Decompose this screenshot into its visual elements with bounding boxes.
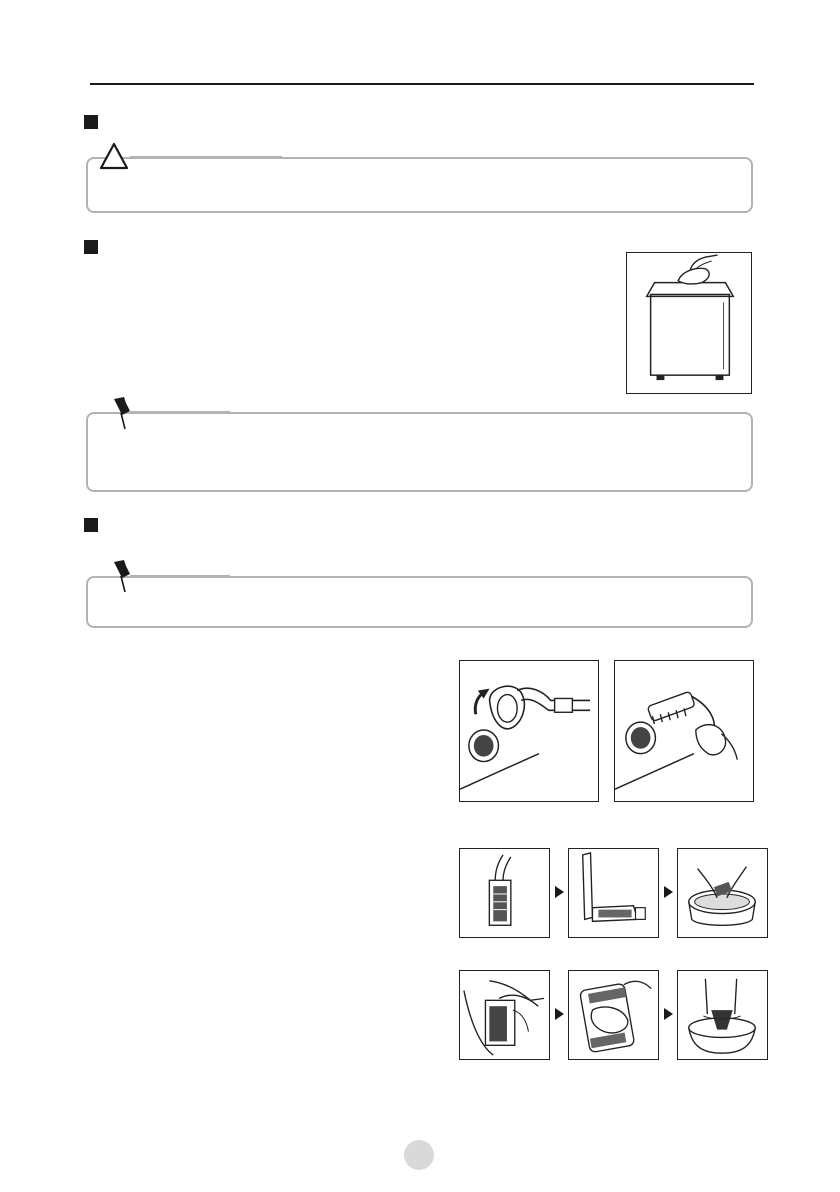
filter-bag-washing-illustration: [677, 970, 768, 1060]
step-arrow-icon: [555, 1008, 564, 1020]
warning-panel: [86, 157, 753, 213]
lint-filter-removal-illustration: [459, 848, 550, 938]
pushpin-icon: [108, 395, 134, 431]
lint-filter-opened-illustration: [568, 848, 659, 938]
section-bullet-3: [84, 518, 98, 532]
section-bullet-1: [84, 115, 98, 129]
step-arrow-icon: [664, 1008, 673, 1020]
page-number-badge: [404, 1140, 434, 1170]
warning-triangle-icon: [99, 142, 129, 170]
washer-lid-wiping-illustration: [626, 252, 752, 394]
note-panel-2: [86, 576, 753, 628]
note-panel-1: [86, 412, 753, 492]
section-bullet-2: [84, 240, 98, 254]
step-arrow-icon: [555, 886, 564, 898]
inlet-filter-brushing-illustration: [614, 660, 754, 802]
pushpin-icon: [108, 558, 134, 594]
header-rule: [90, 83, 754, 85]
lint-filter-rinsing-illustration: [677, 848, 768, 938]
filter-bag-squeezing-illustration: [568, 970, 659, 1060]
inlet-hose-removal-illustration: [459, 660, 599, 802]
step-arrow-icon: [664, 886, 673, 898]
filter-bag-removal-illustration: [459, 970, 550, 1060]
